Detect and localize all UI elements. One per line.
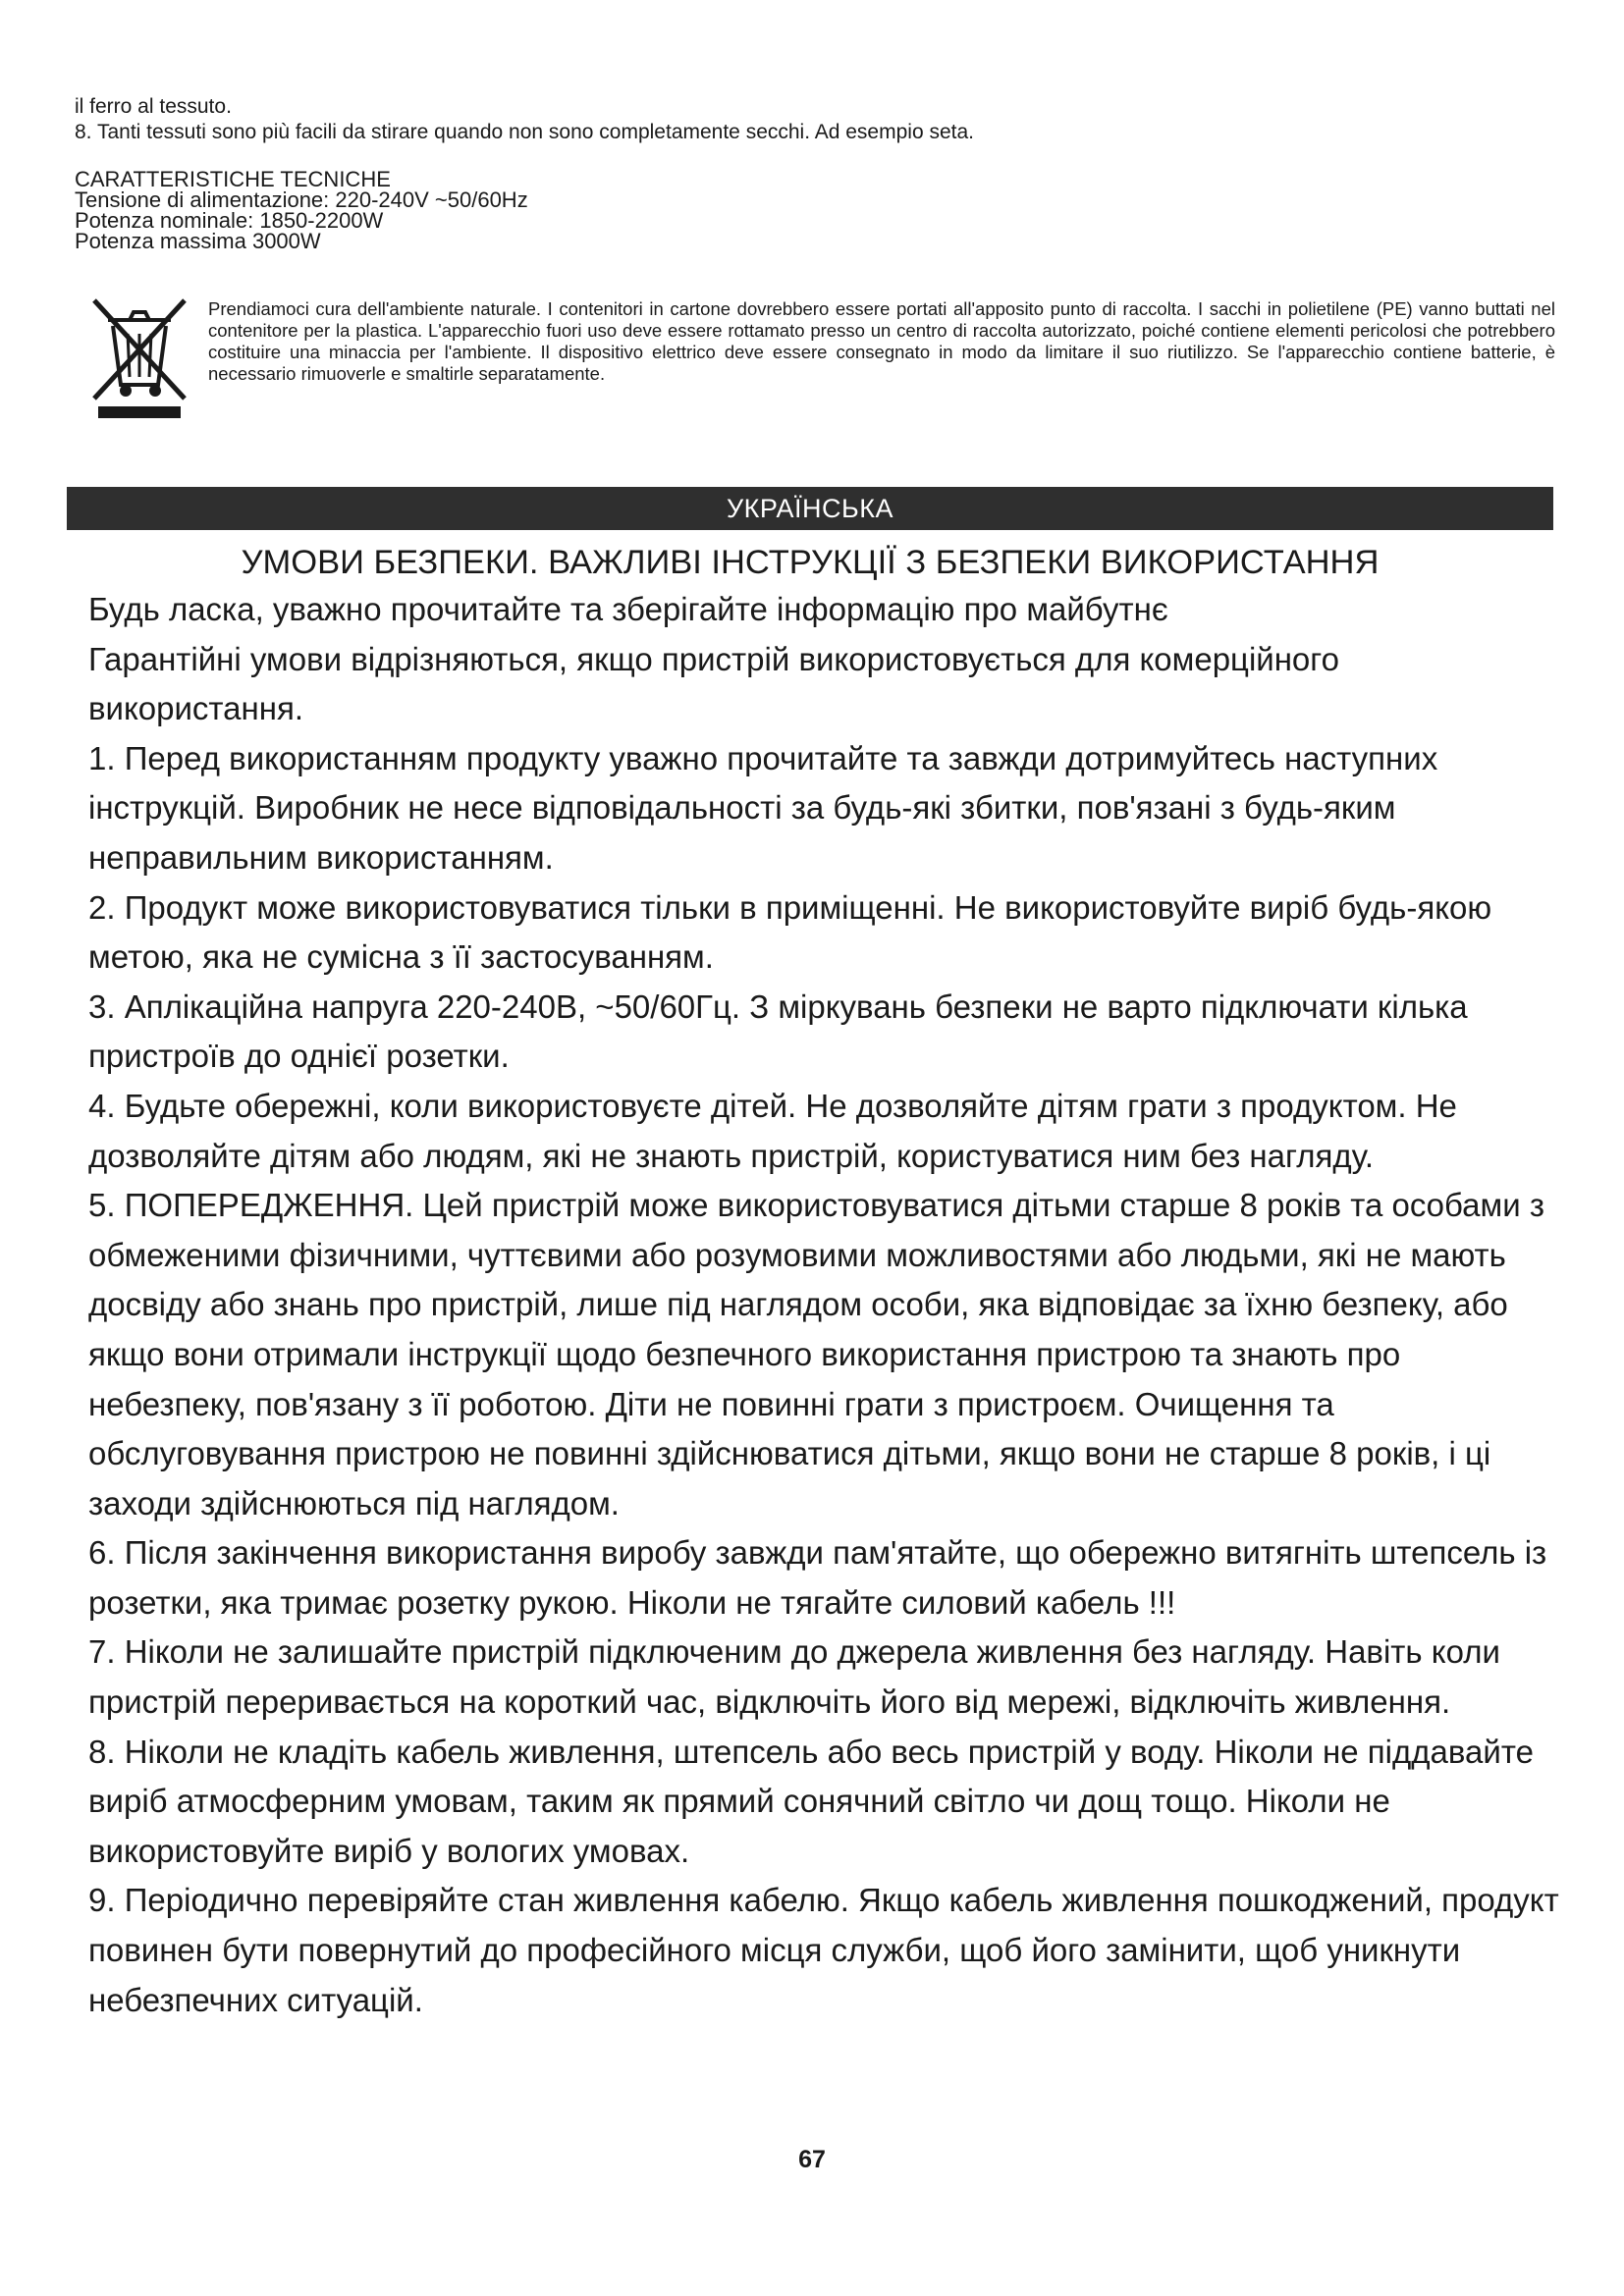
crossed-out-wheelie-bin-icon [81,291,198,420]
technical-specs [75,169,1557,251]
instruction-item: 8. Ніколи не кладіть кабель живлення, штепсель або весь пристрій у воду. Ніколи не піддавайте виріб атмосферним умовам, таким як прямий сонячний світло чи дощ тощо. Ніколи не використовуйте виріб у вологих умовах. [88,1733,1534,1869]
environment-notice [81,291,1557,428]
italian-continuation [75,94,1557,145]
intro-paragraph: Гарантійні умови відрізняються, якщо пристрій використовується для комерційного використання. [88,640,1339,727]
italian-line: 8. Tanti tessuti sono più facili da stirare quando non sono completamente secchi. Ad esempio seta. [75,121,974,143]
safety-title: УМОВИ БЕЗПЕКИ. ВАЖЛИВІ ІНСТРУКЦІЇ З БЕЗПЕКИ ВИКОРИСТАННЯ [241,544,1380,581]
instruction-item: 6. Після закінчення використання виробу завжди пам'ятайте, що обережно витягніть штепсель із розетки, яка тримає розетку рукою. Ніколи не тягайте силовий кабель !!! [88,1534,1547,1621]
instruction-item: 3. Аплікаційна напруга 220-240В, ~50/60Гц. З міркувань безпеки не варто підключати кілька пристроїв до однієї розетки. [88,988,1468,1075]
language-section-header: УКРАЇНСЬКА [67,487,1553,530]
spec-rated-power: Potenza nominale: 1850-2200W [75,208,384,233]
spec-max-power: Potenza massima 3000W [75,229,321,253]
instruction-item: 1. Перед використанням продукту уважно прочитайте та завжди дотримуйтесь наступних інструкцій. Виробник не несе відповідальності за будь-які збитки, пов'язані з будь-яким неправильним використанням. [88,739,1438,876]
instruction-item: 4. Будьте обережні, коли використовуєте дітей. Не дозволяйте дітям грати з продуктом. Не дозволяйте дітям або людям, які не знають пристрій, користуватися ним без нагляду. [88,1087,1457,1174]
safety-instructions [88,585,1561,2025]
instruction-item: 7. Ніколи не залишайте пристрій підключеним до джерела живлення без нагляду. Навіть коли пристрій переривається на короткий час, відключіть його від мережі, відключіть живлення. [88,1633,1500,1721]
spec-voltage: Tensione di alimentazione: 220-240V ~50/60Hz [75,187,528,212]
instruction-item: 9. Періодично перевіряйте стан живлення кабелю. Якщо кабель живлення пошкоджений, продукт повинен бути повернутий до професійного місця служби, щоб його замінити, щоб уникнути небезпечних ситуацій. [88,1882,1559,2018]
instruction-item: 5. ПОПЕРЕДЖЕННЯ. Цей пристрій може використовуватися дітьми старше 8 років та особами з обмеженими фізичними, чуттєвими або розумовими можливостями або людьми, які не мають досвіду або знань про пристрій, лише під наглядом особи, яка відповідає за їхню безпеку, або якщо вони отримали інструкції щодо безпечного використання пристрою та знають про небезпеку, пов'язану з її роботою. Діти не повинні грати з пристроєм. Очищення та обслуговування пристрою не повинні здійснюватися дітьми, якщо вони не старше 8 років, і ці заходи здійснюються під наглядом. [88,1187,1544,1522]
specs-heading: CARATTERISTICHE TECNICHE [75,167,391,191]
intro-paragraph: Будь ласка, уважно прочитайте та зберігайте інформацію про майбутнє [88,591,1168,627]
page-number: 67 [798,2146,826,2173]
environment-notice-text: Prendiamoci cura dell'ambiente naturale. I contenitori in cartone dovrebbero essere portati all'apposito punto di raccolta. I sacchi in polietilene (PE) vanno buttati nel contenitore per la plastica. L'apparecchio fuori uso deve essere rottamato presso un centro di raccolta autorizzato, poiché contiene elementi pericolosi che potrebbero costituire una minaccia per l'ambiente. Il dispositivo elettrico deve essere consegnato in modo da limitare il suo riutilizzo. Se l'apparecchio contiene batterie, è necessario rimuoverle e smaltirle separatamente. [208,298,1555,384]
instruction-item: 2. Продукт може використовуватися тільки в приміщенні. Не використовуйте виріб будь-якою метою, яка не сумісна з її застосуванням. [88,888,1492,976]
italian-line: il ferro al tessuto. [75,95,232,118]
